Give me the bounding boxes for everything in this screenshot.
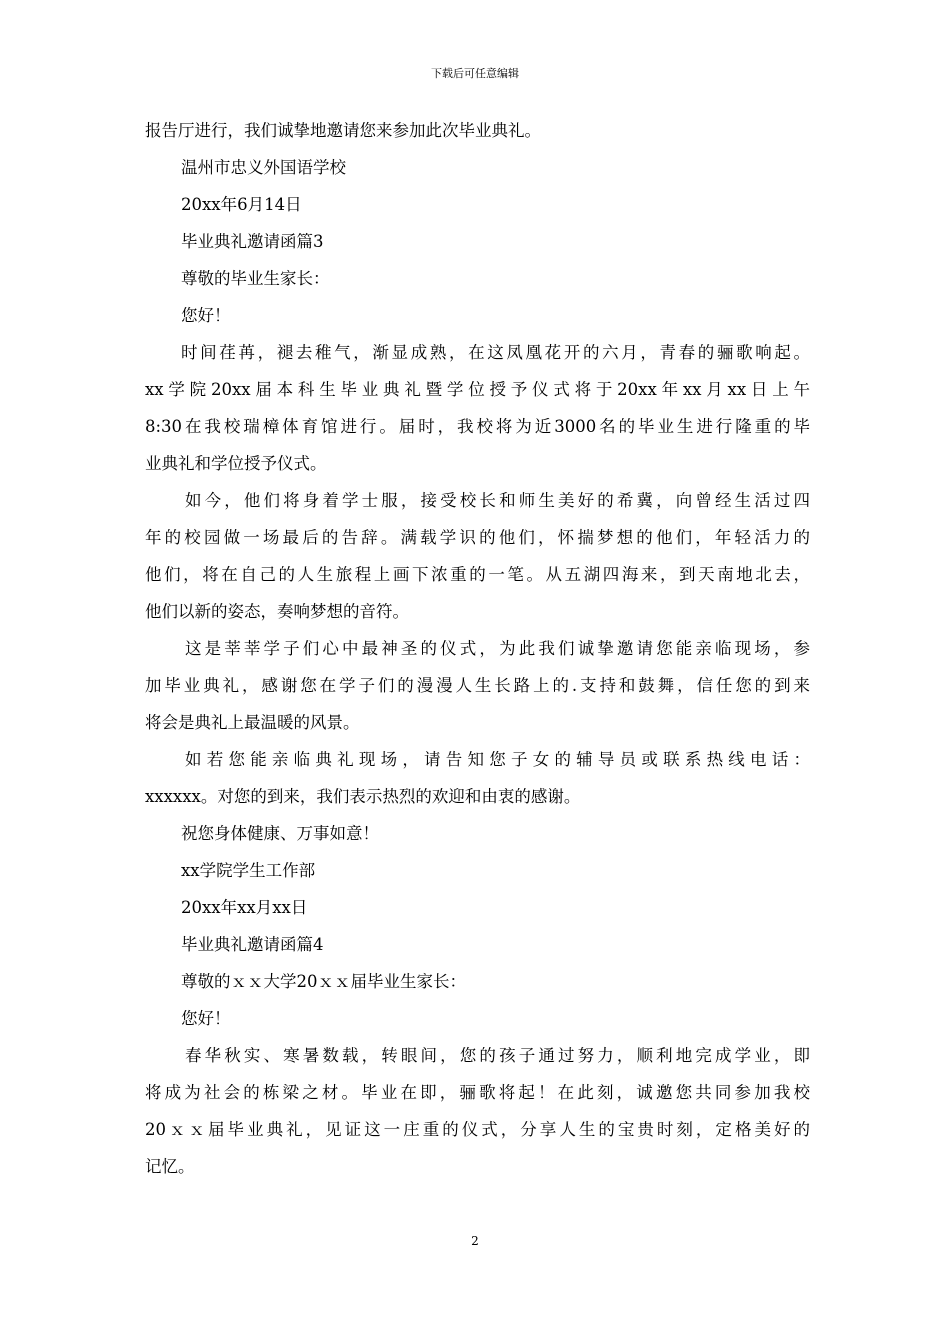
body-line: xx学院20xx届本科生毕业典礼暨学位授予仪式将于20xx年xx月xx日上午 xyxy=(145,380,810,399)
greeting: 您好！ xyxy=(181,1009,231,1028)
body-line: 春华秋实、寒暑数载，转眼间，您的孩子通过努力，顺利地完成学业，即 xyxy=(185,1046,810,1065)
body-line: 年的校园做一场最后的告辞。满载学识的他们，怀揣梦想的他们，年轻活力的 xyxy=(145,528,810,547)
page-header: 下载后可任意编辑 xyxy=(431,67,519,80)
body-line: 将会是典礼上最温暖的风景。 xyxy=(145,713,360,732)
closing-wish: 祝您身体健康、万事如意！ xyxy=(181,824,379,843)
body-line: 他们以新的姿态，奏响梦想的音符。 xyxy=(145,602,409,621)
body-line: 加毕业典礼，感谢您在学子们的漫漫人生长路上的.支持和鼓舞，信任您的到来 xyxy=(145,676,810,695)
salutation: 尊敬的ｘｘ大学20ｘｘ届毕业生家长： xyxy=(181,972,466,991)
body-line: 报告厅进行，我们诚挚地邀请您来参加此次毕业典礼。 xyxy=(145,121,541,140)
body-line: xxxxxx。对您的到来，我们表示热烈的欢迎和由衷的感谢。 xyxy=(145,787,581,806)
document-body xyxy=(145,120,810,1193)
body-line: 将成为社会的栋梁之材。毕业在即，骊歌将起！在此刻，诚邀您共同参加我校 xyxy=(145,1083,810,1102)
body-line: 业典礼和学位授予仪式。 xyxy=(145,454,327,473)
section-heading: 毕业典礼邀请函篇3 xyxy=(181,232,324,251)
body-line: 他们，将在自己的人生旅程上画下浓重的一笔。从五湖四海来，到天南地北去， xyxy=(145,565,810,584)
salutation: 尊敬的毕业生家长： xyxy=(181,269,330,288)
signature-date: 20xx年6月14日 xyxy=(181,195,302,214)
body-line: 20ｘｘ届毕业典礼，见证这一庄重的仪式，分享人生的宝贵时刻，定格美好的 xyxy=(145,1120,810,1139)
body-line: 8:30在我校瑞樟体育馆进行。届时，我校将为近3000名的毕业生进行隆重的毕 xyxy=(145,417,810,436)
body-line: 记忆。 xyxy=(145,1157,195,1176)
page-number: 2 xyxy=(471,1234,479,1248)
body-line: 这是莘莘学子们心中最神圣的仪式，为此我们诚挚邀请您能亲临现场，参 xyxy=(185,639,810,658)
signature-date: 20xx年xx月xx日 xyxy=(181,898,308,917)
section-heading: 毕业典礼邀请函篇4 xyxy=(181,935,324,954)
greeting: 您好！ xyxy=(181,306,231,325)
signature-school: 温州市忠义外国语学校 xyxy=(181,158,346,177)
body-line: 如今，他们将身着学士服，接受校长和师生美好的希冀，向曾经生活过四 xyxy=(185,491,810,510)
body-line: 如若您能亲临典礼现场，请告知您子女的辅导员或联系热线电话： xyxy=(185,750,810,769)
signature-department: xx学院学生工作部 xyxy=(181,861,316,880)
body-line: 时间荏苒，褪去稚气，渐显成熟，在这凤凰花开的六月，青春的骊歌响起。 xyxy=(181,343,810,362)
